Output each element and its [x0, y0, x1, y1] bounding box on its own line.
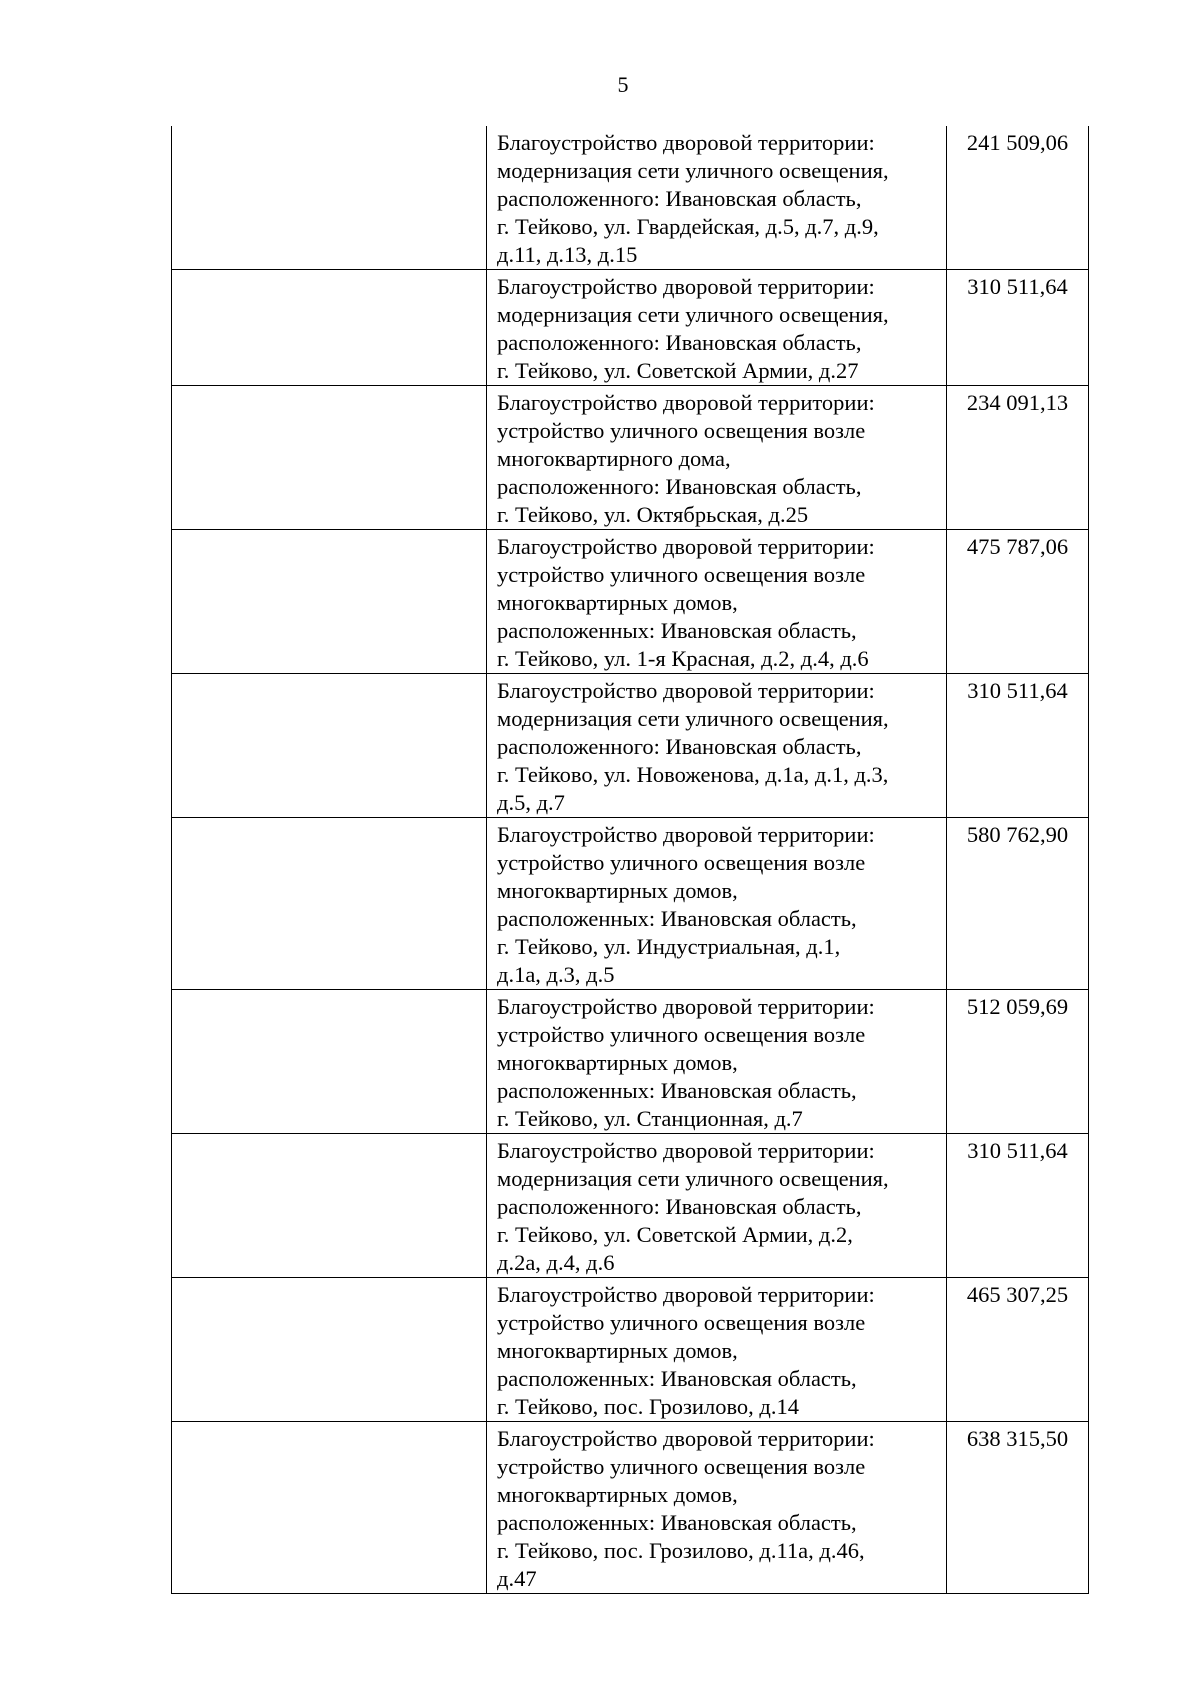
empty-cell — [172, 530, 487, 674]
description-cell: Благоустройство дворовой территории: устройство уличного освещения возле многоквартирного дома, расположенного: Ивановская область, г. Тейково, ул. Октябрьская, д.25 — [487, 386, 947, 530]
description-cell: Благоустройство дворовой территории: модернизация сети уличного освещения, расположенного: Ивановская область, г. Тейково, ул. Советской Армии, д.2, д.2а, д.4, д.6 — [487, 1134, 947, 1278]
table-row — [172, 530, 1089, 674]
description-cell: Благоустройство дворовой территории: модернизация сети уличного освещения, расположенного: Ивановская область, г. Тейково, ул. Новоженова, д.1а, д.1, д.3, д.5, д.7 — [487, 674, 947, 818]
empty-cell — [172, 126, 487, 270]
empty-cell — [172, 386, 487, 530]
empty-cell — [172, 674, 487, 818]
amount-cell: 580 762,90 — [947, 818, 1089, 990]
description-cell: Благоустройство дворовой территории: устройство уличного освещения возле многоквартирных домов, расположенных: Ивановская область, г. Тейково, ул. 1-я Красная, д.2, д.4, д.6 — [487, 530, 947, 674]
amount-cell: 512 059,69 — [947, 990, 1089, 1134]
amount-cell: 310 511,64 — [947, 674, 1089, 818]
amount-cell: 310 511,64 — [947, 1134, 1089, 1278]
amount-cell: 234 091,13 — [947, 386, 1089, 530]
table-row — [172, 126, 1089, 270]
amount-cell: 241 509,06 — [947, 126, 1089, 270]
table-row — [172, 1134, 1089, 1278]
empty-cell — [172, 1422, 487, 1594]
table-row — [172, 1278, 1089, 1422]
description-cell: Благоустройство дворовой территории: устройство уличного освещения возле многоквартирных домов, расположенных: Ивановская область, г. Тейково, пос. Грозилово, д.14 — [487, 1278, 947, 1422]
table-row — [172, 990, 1089, 1134]
table-row — [172, 1422, 1089, 1594]
description-cell: Благоустройство дворовой территории: устройство уличного освещения возле многоквартирных домов, расположенных: Ивановская область, г. Тейково, пос. Грозилово, д.11а, д.46, д.47 — [487, 1422, 947, 1594]
amount-cell: 465 307,25 — [947, 1278, 1089, 1422]
description-cell: Благоустройство дворовой территории: модернизация сети уличного освещения, расположенного: Ивановская область, г. Тейково, ул. Гвардейская, д.5, д.7, д.9, д.11, д.13, д.15 — [487, 126, 947, 270]
amount-cell: 310 511,64 — [947, 270, 1089, 386]
expenditure-table — [171, 126, 1089, 1594]
empty-cell — [172, 990, 487, 1134]
amount-cell: 638 315,50 — [947, 1422, 1089, 1594]
description-cell: Благоустройство дворовой территории: устройство уличного освещения возле многоквартирных домов, расположенных: Ивановская область, г. Тейково, ул. Станционная, д.7 — [487, 990, 947, 1134]
table-row — [172, 270, 1089, 386]
table-row — [172, 386, 1089, 530]
empty-cell — [172, 1278, 487, 1422]
empty-cell — [172, 1134, 487, 1278]
table-row — [172, 674, 1089, 818]
empty-cell — [172, 270, 487, 386]
description-cell: Благоустройство дворовой территории: модернизация сети уличного освещения, расположенного: Ивановская область, г. Тейково, ул. Советской Армии, д.27 — [487, 270, 947, 386]
empty-cell — [172, 818, 487, 990]
amount-cell: 475 787,06 — [947, 530, 1089, 674]
page-number: 5 — [617, 72, 629, 97]
table-row — [172, 818, 1089, 990]
description-cell: Благоустройство дворовой территории: устройство уличного освещения возле многоквартирных домов, расположенных: Ивановская область, г. Тейково, ул. Индустриальная, д.1, д.1а, д.3, д.5 — [487, 818, 947, 990]
